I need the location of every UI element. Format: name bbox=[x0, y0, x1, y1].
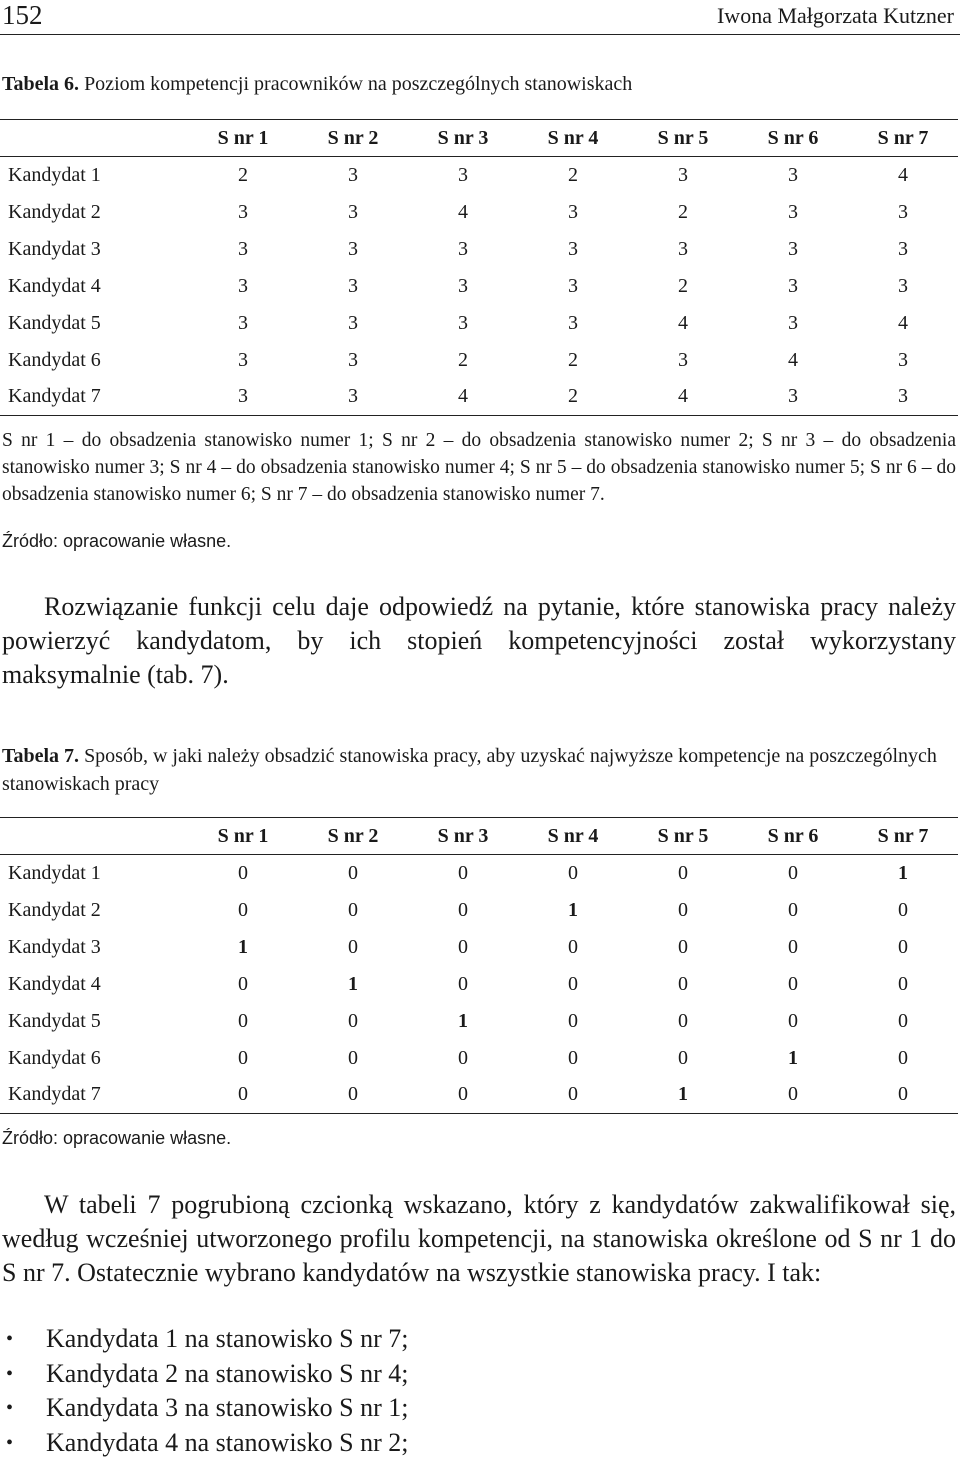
table-row bbox=[0, 855, 958, 892]
table-cell: 0 bbox=[518, 855, 628, 892]
table6-title: Poziom kompetencji pracowników na poszczególnych stanowiskach bbox=[84, 73, 632, 95]
column-header: S nr 2 bbox=[298, 120, 408, 157]
table-cell: 0 bbox=[408, 855, 518, 892]
row-label: Kandydat 5 bbox=[0, 1003, 188, 1040]
table-row bbox=[0, 929, 958, 966]
list-item bbox=[2, 1322, 409, 1357]
table-cell: 0 bbox=[628, 1040, 738, 1077]
row-label: Kandydat 5 bbox=[0, 305, 188, 342]
list-item bbox=[2, 1357, 409, 1392]
table-cell: 3 bbox=[518, 194, 628, 231]
table-row bbox=[0, 342, 958, 379]
table-cell: 3 bbox=[848, 342, 958, 379]
table-cell: 3 bbox=[738, 194, 848, 231]
table-cell: 3 bbox=[188, 379, 298, 416]
table-cell: 0 bbox=[628, 966, 738, 1003]
table-cell: 3 bbox=[628, 157, 738, 194]
table-cell: 0 bbox=[188, 1040, 298, 1077]
list-item bbox=[2, 1391, 409, 1426]
table-cell: 1 bbox=[298, 966, 408, 1003]
table-cell: 3 bbox=[298, 231, 408, 268]
table-row bbox=[0, 157, 958, 194]
table7 bbox=[0, 817, 958, 1114]
row-label: Kandydat 1 bbox=[0, 157, 188, 194]
table-cell: 3 bbox=[518, 231, 628, 268]
row-label: Kandydat 3 bbox=[0, 231, 188, 268]
candidate-assignment-list bbox=[2, 1322, 409, 1460]
row-label: Kandydat 2 bbox=[0, 892, 188, 929]
table7-source: Źródło: opracowanie własne. bbox=[2, 1128, 231, 1149]
table-cell: 3 bbox=[738, 379, 848, 416]
table-cell: 0 bbox=[298, 1077, 408, 1114]
table-cell: 0 bbox=[738, 1077, 848, 1114]
row-label: Kandydat 2 bbox=[0, 194, 188, 231]
table-cell: 3 bbox=[188, 194, 298, 231]
table6-note: S nr 1 – do obsadzenia stanowisko numer 1; S nr 2 – do obsadzenia stanowisko numer 2; S nr 3 – do obsadzenia stanowisko numer 3; S nr 4 – do obsadzenia stanowisko numer 4; S nr 5 – do obsadzenia stanowisko numer 5; S nr 6 – do obsadzenia stanowisko numer 6; S nr 7 – do obsadzenia stanowisko numer 7. bbox=[2, 427, 956, 508]
table-cell: 3 bbox=[408, 231, 518, 268]
bullet-icon: • bbox=[6, 1391, 13, 1425]
table-cell: 0 bbox=[628, 1003, 738, 1040]
table-cell: 2 bbox=[408, 342, 518, 379]
table-cell: 3 bbox=[298, 157, 408, 194]
list-item bbox=[2, 1426, 409, 1460]
table-cell: 4 bbox=[848, 305, 958, 342]
table-row bbox=[0, 379, 958, 416]
column-header: S nr 7 bbox=[848, 818, 958, 855]
table-cell: 3 bbox=[628, 231, 738, 268]
table-cell: 1 bbox=[188, 929, 298, 966]
table-cell: 4 bbox=[408, 379, 518, 416]
table-cell: 0 bbox=[408, 966, 518, 1003]
table-row bbox=[0, 892, 958, 929]
table-row bbox=[0, 1077, 958, 1114]
table-cell: 4 bbox=[408, 194, 518, 231]
table-cell: 0 bbox=[188, 966, 298, 1003]
column-header: S nr 4 bbox=[518, 818, 628, 855]
table-cell: 0 bbox=[298, 1040, 408, 1077]
table-cell: 3 bbox=[298, 305, 408, 342]
table-cell: 4 bbox=[628, 379, 738, 416]
column-header: S nr 1 bbox=[188, 120, 298, 157]
bullet-icon: • bbox=[6, 1357, 13, 1391]
bullet-icon: • bbox=[6, 1426, 13, 1460]
table-cell: 0 bbox=[188, 1077, 298, 1114]
table-cell: 3 bbox=[848, 379, 958, 416]
table-cell: 4 bbox=[848, 157, 958, 194]
table-cell: 3 bbox=[738, 268, 848, 305]
table7-label: Tabela 7. bbox=[2, 745, 79, 767]
table-cell: 3 bbox=[298, 268, 408, 305]
table7-body bbox=[0, 855, 958, 1114]
column-header: S nr 3 bbox=[408, 818, 518, 855]
column-header: S nr 2 bbox=[298, 818, 408, 855]
table-row bbox=[0, 268, 958, 305]
table6-header-row bbox=[0, 120, 958, 157]
list-item-text: Kandydata 2 na stanowisko S nr 4; bbox=[46, 1359, 409, 1388]
table-cell: 0 bbox=[298, 855, 408, 892]
table-cell: 3 bbox=[408, 305, 518, 342]
column-header: S nr 5 bbox=[628, 120, 738, 157]
table-row bbox=[0, 1003, 958, 1040]
table-cell: 4 bbox=[628, 305, 738, 342]
row-label: Kandydat 3 bbox=[0, 929, 188, 966]
table7-caption bbox=[2, 742, 952, 798]
row-label: Kandydat 6 bbox=[0, 342, 188, 379]
column-header: S nr 5 bbox=[628, 818, 738, 855]
table-cell: 0 bbox=[298, 892, 408, 929]
table-cell: 3 bbox=[188, 231, 298, 268]
list-item-text: Kandydata 4 na stanowisko S nr 2; bbox=[46, 1428, 409, 1457]
table-cell: 0 bbox=[628, 929, 738, 966]
running-head-author: Iwona Małgorzata Kutzner bbox=[717, 3, 954, 29]
row-label: Kandydat 7 bbox=[0, 379, 188, 416]
table-cell: 0 bbox=[188, 892, 298, 929]
table-cell: 3 bbox=[518, 268, 628, 305]
column-header: S nr 6 bbox=[738, 818, 848, 855]
table-cell: 3 bbox=[298, 379, 408, 416]
table-cell: 3 bbox=[298, 342, 408, 379]
table7-header-row bbox=[0, 818, 958, 855]
table-cell: 2 bbox=[188, 157, 298, 194]
table-cell: 2 bbox=[518, 379, 628, 416]
table6-label: Tabela 6. bbox=[2, 73, 79, 95]
table-cell: 3 bbox=[848, 194, 958, 231]
table-cell: 0 bbox=[848, 966, 958, 1003]
row-label: Kandydat 4 bbox=[0, 268, 188, 305]
table-cell: 3 bbox=[848, 268, 958, 305]
table-cell: 1 bbox=[848, 855, 958, 892]
table6-source: Źródło: opracowanie własne. bbox=[2, 531, 231, 552]
table-cell: 3 bbox=[408, 268, 518, 305]
table-cell: 0 bbox=[298, 1003, 408, 1040]
table-cell: 0 bbox=[518, 1077, 628, 1114]
list-item-text: Kandydata 3 na stanowisko S nr 1; bbox=[46, 1393, 409, 1422]
table-cell: 0 bbox=[848, 929, 958, 966]
table-cell: 0 bbox=[518, 1040, 628, 1077]
table-cell: 4 bbox=[738, 342, 848, 379]
table6-caption bbox=[2, 70, 952, 98]
table-row bbox=[0, 305, 958, 342]
table6-body bbox=[0, 157, 958, 416]
table-cell: 3 bbox=[738, 157, 848, 194]
table-cell: 0 bbox=[848, 1040, 958, 1077]
corner-cell bbox=[0, 120, 188, 157]
table7-title: Sposób, w jaki należy obsadzić stanowiska pracy, aby uzyskać najwyższe kompetencje na poszczególnych stanowiskach pracy bbox=[2, 745, 937, 795]
paragraph-1: Rozwiązanie funkcji celu daje odpowiedź na pytanie, które stanowiska pracy należy powierzyć kandydatom, by ich stopień kompetencyjności został wykorzystany maksymalnie (tab. 7). bbox=[2, 590, 956, 692]
table-cell: 0 bbox=[408, 1040, 518, 1077]
table-cell: 2 bbox=[628, 194, 738, 231]
column-header: S nr 6 bbox=[738, 120, 848, 157]
table-cell: 0 bbox=[738, 855, 848, 892]
table-cell: 3 bbox=[408, 157, 518, 194]
table-cell: 0 bbox=[628, 892, 738, 929]
table-cell: 0 bbox=[518, 1003, 628, 1040]
page-header bbox=[0, 0, 960, 36]
table-cell: 1 bbox=[628, 1077, 738, 1114]
table-cell: 0 bbox=[738, 892, 848, 929]
table-cell: 0 bbox=[408, 929, 518, 966]
table-row bbox=[0, 231, 958, 268]
table-cell: 0 bbox=[408, 892, 518, 929]
table-cell: 0 bbox=[518, 929, 628, 966]
table-cell: 0 bbox=[738, 966, 848, 1003]
table-cell: 3 bbox=[188, 305, 298, 342]
table-cell: 0 bbox=[298, 929, 408, 966]
table-row bbox=[0, 1040, 958, 1077]
table-cell: 3 bbox=[848, 231, 958, 268]
list-item-text: Kandydata 1 na stanowisko S nr 7; bbox=[46, 1324, 409, 1353]
table-cell: 0 bbox=[738, 929, 848, 966]
table-cell: 0 bbox=[848, 892, 958, 929]
table-cell: 3 bbox=[738, 231, 848, 268]
row-label: Kandydat 4 bbox=[0, 966, 188, 1003]
row-label: Kandydat 6 bbox=[0, 1040, 188, 1077]
table-cell: 2 bbox=[518, 157, 628, 194]
table-row bbox=[0, 194, 958, 231]
table-cell: 0 bbox=[518, 966, 628, 1003]
table-cell: 0 bbox=[848, 1077, 958, 1114]
page-number: 152 bbox=[2, 0, 43, 31]
table-cell: 3 bbox=[188, 342, 298, 379]
table-cell: 1 bbox=[518, 892, 628, 929]
bullet-icon: • bbox=[6, 1322, 13, 1356]
table-cell: 1 bbox=[408, 1003, 518, 1040]
column-header: S nr 3 bbox=[408, 120, 518, 157]
table-cell: 3 bbox=[298, 194, 408, 231]
column-header: S nr 4 bbox=[518, 120, 628, 157]
table-cell: 3 bbox=[188, 268, 298, 305]
corner-cell bbox=[0, 818, 188, 855]
row-label: Kandydat 7 bbox=[0, 1077, 188, 1114]
table6 bbox=[0, 119, 958, 416]
table-row bbox=[0, 966, 958, 1003]
table-cell: 0 bbox=[188, 855, 298, 892]
table-cell: 0 bbox=[408, 1077, 518, 1114]
table-cell: 1 bbox=[738, 1040, 848, 1077]
table-cell: 3 bbox=[518, 305, 628, 342]
table-cell: 0 bbox=[848, 1003, 958, 1040]
header-rule bbox=[0, 34, 960, 35]
table-cell: 0 bbox=[628, 855, 738, 892]
table-cell: 3 bbox=[628, 342, 738, 379]
column-header: S nr 7 bbox=[848, 120, 958, 157]
column-header: S nr 1 bbox=[188, 818, 298, 855]
table-cell: 2 bbox=[628, 268, 738, 305]
table-cell: 2 bbox=[518, 342, 628, 379]
paragraph-2: W tabeli 7 pogrubioną czcionką wskazano, który z kandydatów zakwalifikował się, według wcześniej utworzonego profilu kompetencji, na stanowiska określone od S nr 1 do S nr 7. Ostatecznie wybrano kandydatów na wszystkie stanowiska pracy. I tak: bbox=[2, 1188, 956, 1290]
table-cell: 0 bbox=[738, 1003, 848, 1040]
row-label: Kandydat 1 bbox=[0, 855, 188, 892]
table-cell: 3 bbox=[738, 305, 848, 342]
table-cell: 0 bbox=[188, 1003, 298, 1040]
